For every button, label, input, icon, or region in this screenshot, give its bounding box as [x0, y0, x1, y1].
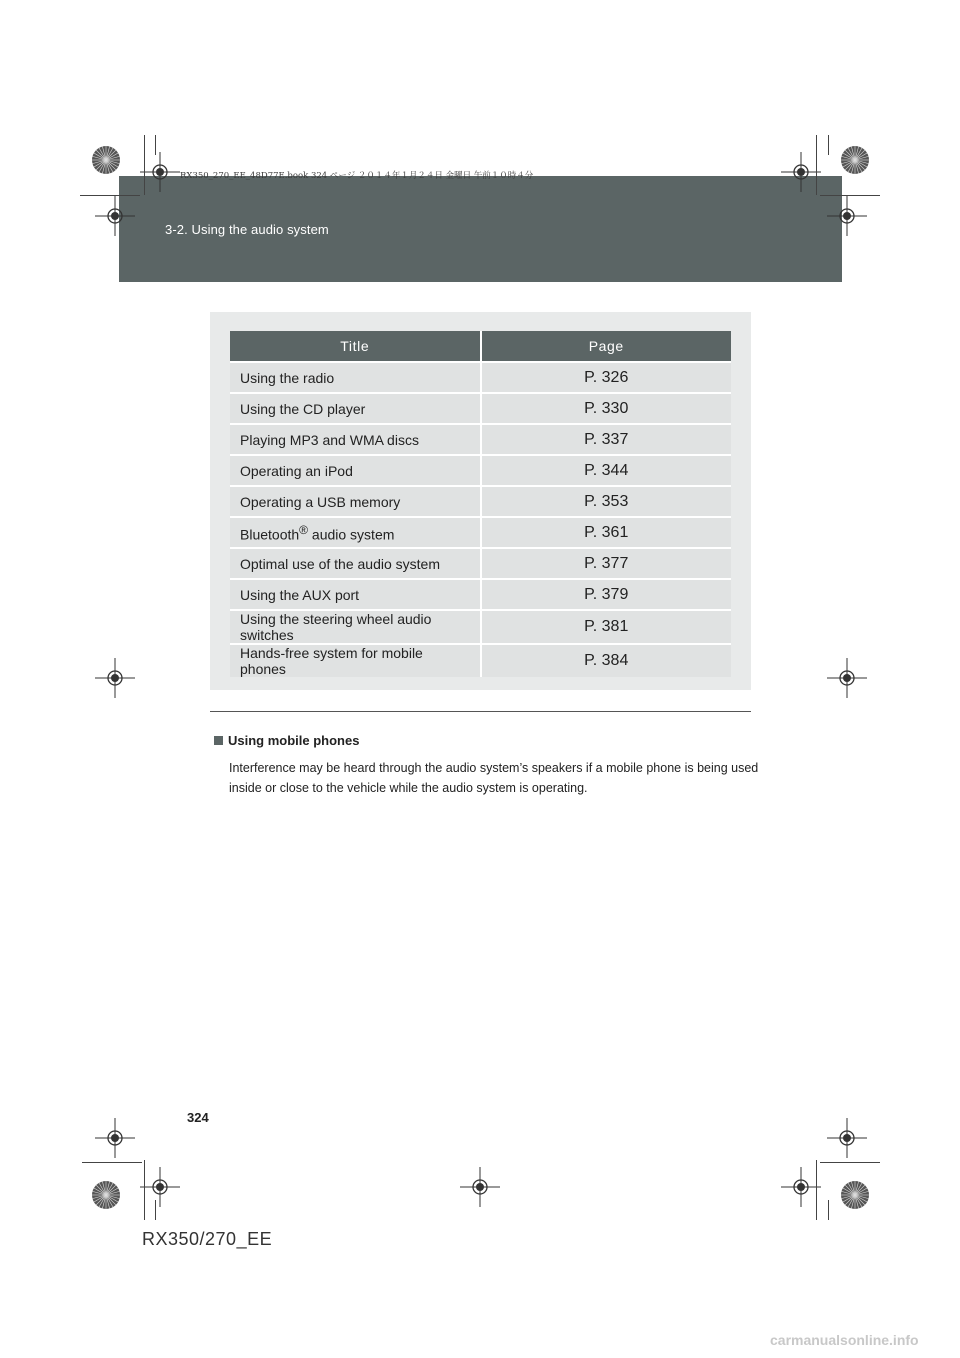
- note-heading: [214, 733, 359, 748]
- row-page[interactable]: P. 384: [481, 644, 732, 677]
- registration-crosshair-icon: [781, 152, 821, 192]
- crop-line: [820, 195, 880, 196]
- row-page[interactable]: P. 361: [481, 517, 732, 548]
- table-row: [230, 455, 731, 486]
- registration-crosshair-icon: [827, 658, 867, 698]
- row-title-text: Bluetooth: [240, 526, 300, 543]
- crop-line: [828, 135, 829, 155]
- section-title: 3-2. Using the audio system: [165, 222, 329, 237]
- crop-line: [828, 1200, 829, 1220]
- row-page[interactable]: P. 344: [481, 455, 732, 486]
- row-page[interactable]: P. 379: [481, 579, 732, 610]
- page-number: 324: [187, 1110, 209, 1125]
- book-meta: RX350_270_EE_48D77E.book 324 ページ ２０１４年１月２４日 金曜日 午前１０時４分: [180, 171, 534, 181]
- row-title: Optimal use of the audio system: [230, 548, 481, 579]
- registration-crosshair-icon: [140, 152, 180, 192]
- table-row: [230, 579, 731, 610]
- table-row: [230, 644, 731, 677]
- crop-line: [155, 135, 156, 155]
- crop-line: [155, 1200, 156, 1220]
- table-row: [230, 610, 731, 644]
- row-page[interactable]: P. 353: [481, 486, 732, 517]
- square-bullet-icon: [214, 736, 223, 745]
- table-row: [230, 517, 731, 548]
- table-row: [230, 393, 731, 424]
- row-title: Using the CD player: [230, 393, 481, 424]
- registration-crosshair-icon: [95, 658, 135, 698]
- registered-mark: ®: [299, 522, 309, 537]
- row-title: Operating an iPod: [230, 455, 481, 486]
- crop-line: [816, 1160, 817, 1220]
- row-title: [230, 517, 481, 548]
- column-header-page: Page: [481, 331, 732, 362]
- crop-line: [80, 195, 140, 196]
- crop-line: [144, 135, 145, 195]
- registration-crosshair-icon: [95, 196, 135, 236]
- crop-line: [820, 1162, 880, 1163]
- row-page[interactable]: P. 337: [481, 424, 732, 455]
- row-title: Using the steering wheel audio switches: [230, 610, 481, 644]
- color-target-icon: [840, 145, 870, 175]
- row-title: Using the radio: [230, 362, 481, 393]
- row-page[interactable]: P. 326: [481, 362, 732, 393]
- table-row: [230, 486, 731, 517]
- note-heading-text: Using mobile phones: [228, 733, 360, 748]
- table-row: [230, 424, 731, 455]
- crop-line: [82, 1162, 142, 1163]
- registration-crosshair-icon: [140, 1167, 180, 1207]
- row-title: Operating a USB memory: [230, 486, 481, 517]
- row-page[interactable]: P. 381: [481, 610, 732, 644]
- crop-line: [144, 1160, 145, 1220]
- color-target-icon: [91, 145, 121, 175]
- table-row: [230, 362, 731, 393]
- row-title: Hands-free system for mobile phones: [230, 644, 481, 677]
- contents-table: [230, 331, 731, 677]
- column-header-title: Title: [230, 331, 481, 362]
- table-row: [230, 548, 731, 579]
- note-body: Interference may be heard through the audio system’s speakers if a mobile phone is being used inside or close to the vehicle while the audio system is operating.: [229, 761, 759, 795]
- registration-crosshair-icon: [827, 196, 867, 236]
- registration-crosshair-icon: [781, 1167, 821, 1207]
- registration-crosshair-icon: [95, 1118, 135, 1158]
- registration-crosshair-icon: [827, 1118, 867, 1158]
- row-title-suffix: audio system: [308, 526, 395, 543]
- row-title: Playing MP3 and WMA discs: [230, 424, 481, 455]
- color-target-icon: [840, 1180, 870, 1210]
- table-header-row: [230, 331, 731, 362]
- section-divider: [210, 711, 751, 712]
- registration-crosshair-icon: [460, 1167, 500, 1207]
- watermark: carmanualsonline.info: [770, 1332, 919, 1348]
- crop-line: [816, 135, 817, 195]
- model-code: RX350/270_EE: [142, 1229, 273, 1249]
- row-page[interactable]: P. 377: [481, 548, 732, 579]
- color-target-icon: [91, 1180, 121, 1210]
- row-page[interactable]: P. 330: [481, 393, 732, 424]
- row-title: Using the AUX port: [230, 579, 481, 610]
